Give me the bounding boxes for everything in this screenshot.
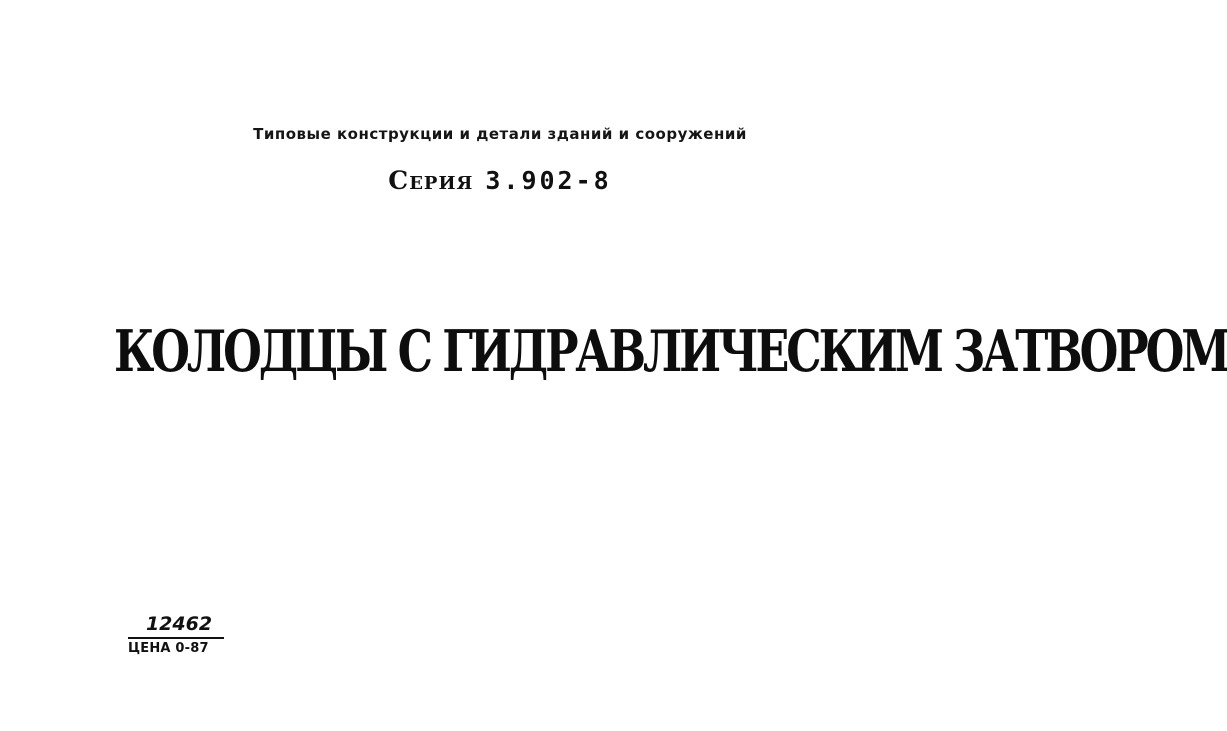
catalog-code: 12462 xyxy=(145,613,213,635)
price-divider xyxy=(128,637,224,639)
series-label: Серия xyxy=(388,166,474,195)
price-label: ЦЕНА 0-87 xyxy=(128,641,209,656)
series-line xyxy=(0,166,1000,195)
collection-heading: Типовые конструкции и детали зданий и сооружений xyxy=(253,125,747,143)
document-title: КОЛОДЦЫ С ГИДРАВЛИЧЕСКИМ ЗАТВОРОМ xyxy=(113,318,1227,385)
price-block xyxy=(128,614,224,656)
series-number: 3.902-8 xyxy=(485,166,612,195)
